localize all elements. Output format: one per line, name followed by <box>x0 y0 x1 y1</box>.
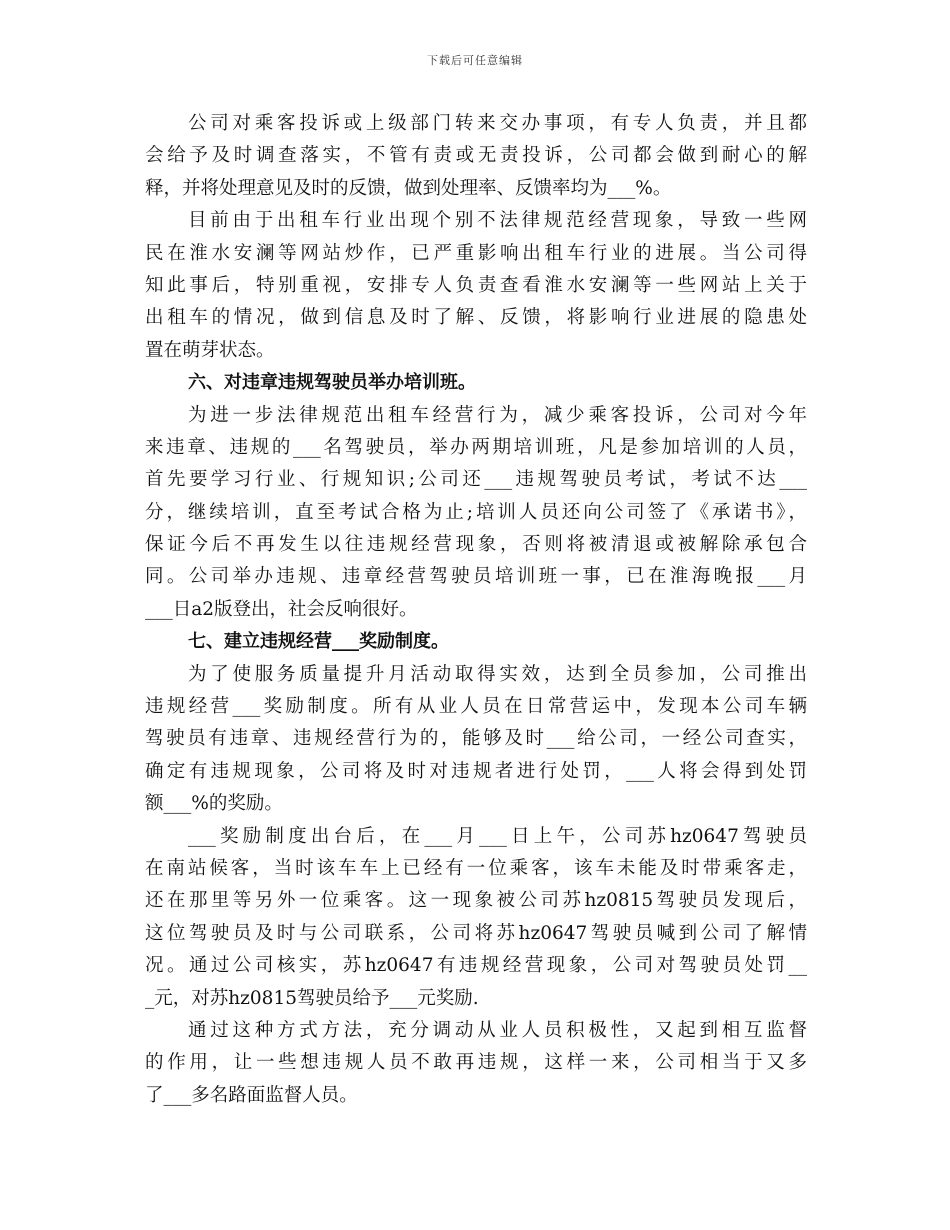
text-line: 了___多名路面监督人员。 <box>145 1084 358 1106</box>
text-line: 会给予及时调查落实，不管有责或无责投诉，公司都会做到耐心的解 <box>145 145 807 167</box>
text-line: 在南站候客，当时该车车上已经有一位乘客，该车未能及时带乘客走， <box>145 857 807 879</box>
text-line: 来违章、违规的___名驾驶员，举办两期培训班，凡是参加培训的人员， <box>145 436 807 458</box>
text-line: 出租车的情况，做到信息及时了解、反馈，将影响行业进展的隐患处 <box>145 307 807 329</box>
text-line: 额___%的奖励。 <box>145 793 283 815</box>
text-line: 通过这种方式方法，充分调动从业人员积极性，又起到相互监督 <box>188 1019 807 1041</box>
section-heading: 七、建立违规经营___奖励制度。 <box>188 631 449 653</box>
text-line: 况。通过公司核实，苏hz0647有违规经营现象，公司对驾驶员处罚__ <box>145 955 807 977</box>
text-line: 违规经营___奖励制度。所有从业人员在日常营运中，发现本公司车辆 <box>145 696 807 718</box>
text-line: 这位驾驶员及时与公司联系，公司将苏hz0647驾驶员喊到公司了解情 <box>145 922 807 944</box>
document-body <box>145 108 807 1112</box>
text-line: 同。公司举办违规、违章经营驾驶员培训班一事，已在淮海晚报___月 <box>145 566 807 588</box>
text-line: _元，对苏hz0815驾驶员给予___元奖励. <box>145 987 479 1009</box>
text-line: 分，继续培训，直至考试合格为止;培训人员还向公司签了《承诺书》， <box>145 501 807 523</box>
text-line: 首先要学习行业、行规知识;公司还___违规驾驶员考试，考试不达___ <box>145 469 807 491</box>
section-heading: 六、对违章违规驾驶员举办培训班。 <box>188 372 476 394</box>
text-line: 公司对乘客投诉或上级部门转来交办事项，有专人负责，并且都 <box>188 113 807 134</box>
text-line: 驾驶员有违章、违规经营行为的，能够及时___给公司，一经公司查实， <box>145 728 807 750</box>
text-line: 还在那里等另外一位乘客。这一现象被公司苏hz0815驾驶员发现后， <box>145 890 807 912</box>
text-line: 为了使服务质量提升月活动取得实效，达到全员参加，公司推出 <box>188 663 807 685</box>
text-line: 置在萌芽状态。 <box>145 339 275 361</box>
text-line: 民在淮水安澜等网站炒作，已严重影响出租车行业的进展。当公司得 <box>145 242 807 264</box>
text-line: ___奖励制度出台后，在___月___日上午，公司苏hz0647驾驶员 <box>188 825 807 847</box>
text-line: 释，并将处理意见及时的反馈，做到处理率、反馈率均为___%。 <box>145 177 672 199</box>
text-line: ___日a2版登出，社会反响很好。 <box>145 598 418 620</box>
text-line: 为进一步法律规范出租车经营行为，减少乘客投诉，公司对今年 <box>188 404 807 426</box>
text-line: 目前由于出租车行业出现个别不法律规范经营现象，导致一些网 <box>188 210 807 232</box>
text-line: 确定有违规现象，公司将及时对违规者进行处罚，___人将会得到处罚 <box>145 760 807 782</box>
text-line: 的作用，让一些想违规人员不敢再违规，这样一来，公司相当于又多 <box>145 1052 807 1074</box>
text-line: 保证今后不再发生以往违规经营现象，否则将被清退或被解除承包合 <box>145 534 807 556</box>
page-header: 下载后可任意编辑 <box>427 54 523 67</box>
text-line: 知此事后，特别重视，安排专人负责查看淮水安澜等一些网站上关于 <box>145 274 807 296</box>
